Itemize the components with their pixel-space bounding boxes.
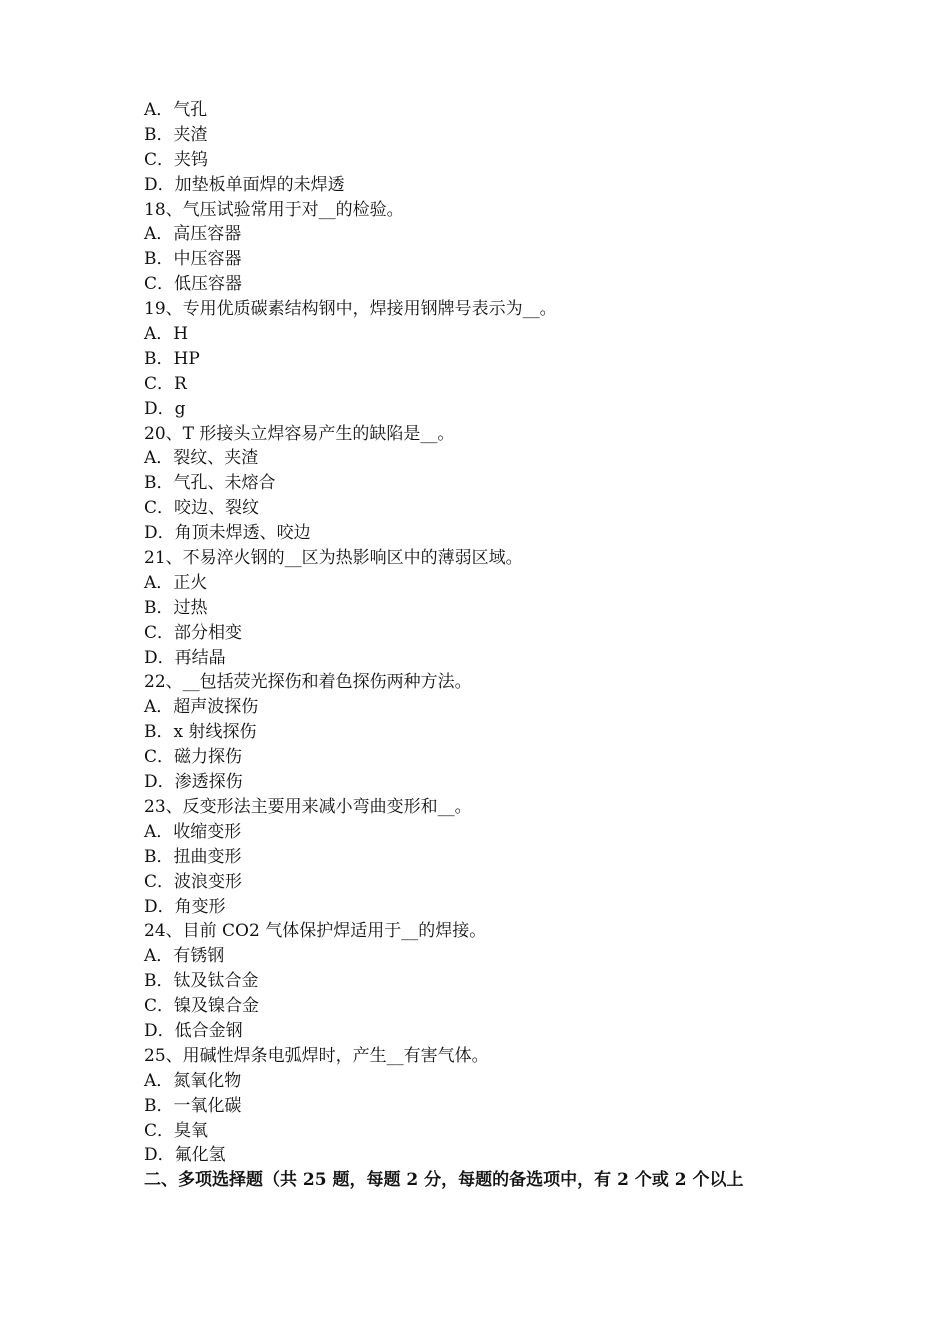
option-line: C．磁力探伤 [144,747,243,768]
option-line: C．臭氧 [144,1120,209,1141]
question-stem-19: 19、专用优质碳素结构钢中，焊接用钢牌号表示为__。 [144,299,557,320]
question-stem-21: 21、不易淬火钢的__区为热影响区中的薄弱区域。 [144,548,523,569]
question-list [144,98,824,1193]
option-line: B．一氧化碳 [144,1095,242,1116]
section-heading: 二、多项选择题（共 25 题，每题 2 分，每题的备选项中，有 2 个或 2 个以上 [144,1170,744,1191]
option-line: C．低压容器 [144,274,243,295]
option-line: B．HP [144,348,200,369]
question-stem-25: 25、用碱性焊条电弧焊时，产生__有害气体。 [144,1045,489,1066]
option-line: B．中压容器 [144,249,242,270]
option-line: C．部分相变 [144,622,243,643]
option-line: D．氟化氢 [144,1145,226,1166]
option-line: D．角顶未焊透、咬边 [144,523,311,544]
option-line: B．扭曲变形 [144,846,242,867]
option-line: C．咬边、裂纹 [144,498,260,519]
option-line: A．气孔 [144,100,208,120]
option-line: A．有锈钢 [144,946,225,967]
option-line: A．正火 [144,572,208,593]
option-line: A．H [144,324,189,345]
option-line: D．再结晶 [144,647,226,668]
option-line: B．夹渣 [144,124,208,145]
question-stem-24: 24、目前 CO2 气体保护焊适用于__的焊接。 [144,921,487,942]
question-stem-23: 23、反变形法主要用来减小弯曲变形和__。 [144,796,472,817]
option-line: D．角变形 [144,896,226,917]
option-line: B．过热 [144,597,208,618]
option-line: A．裂纹、夹渣 [144,448,259,469]
option-line: A．收缩变形 [144,821,242,842]
option-line: C．镍及镍合金 [144,996,260,1017]
option-line: B．x 射线探伤 [144,722,257,743]
option-line: A．超声波探伤 [144,697,259,718]
option-line: C．夹钨 [144,149,209,170]
option-line: D．加垫板单面焊的未焊透 [144,174,345,195]
question-stem-18: 18、气压试验常用于对__的检验。 [144,199,404,220]
option-line: C．R [144,373,187,394]
question-stem-20: 20、T 形接头立焊容易产生的缺陷是__。 [144,423,455,444]
option-line: A．氮氧化物 [144,1070,242,1091]
option-line: B．钛及钛合金 [144,971,259,992]
question-stem-22: 22、__包括荧光探伤和着色探伤两种方法。 [144,672,472,693]
option-line: D．g [144,398,186,419]
option-line: D．低合金钢 [144,1020,243,1041]
option-line: D．渗透探伤 [144,772,243,793]
option-line: B．气孔、未熔合 [144,473,276,494]
option-line: A．高压容器 [144,224,242,245]
option-line: C．波浪变形 [144,871,243,892]
